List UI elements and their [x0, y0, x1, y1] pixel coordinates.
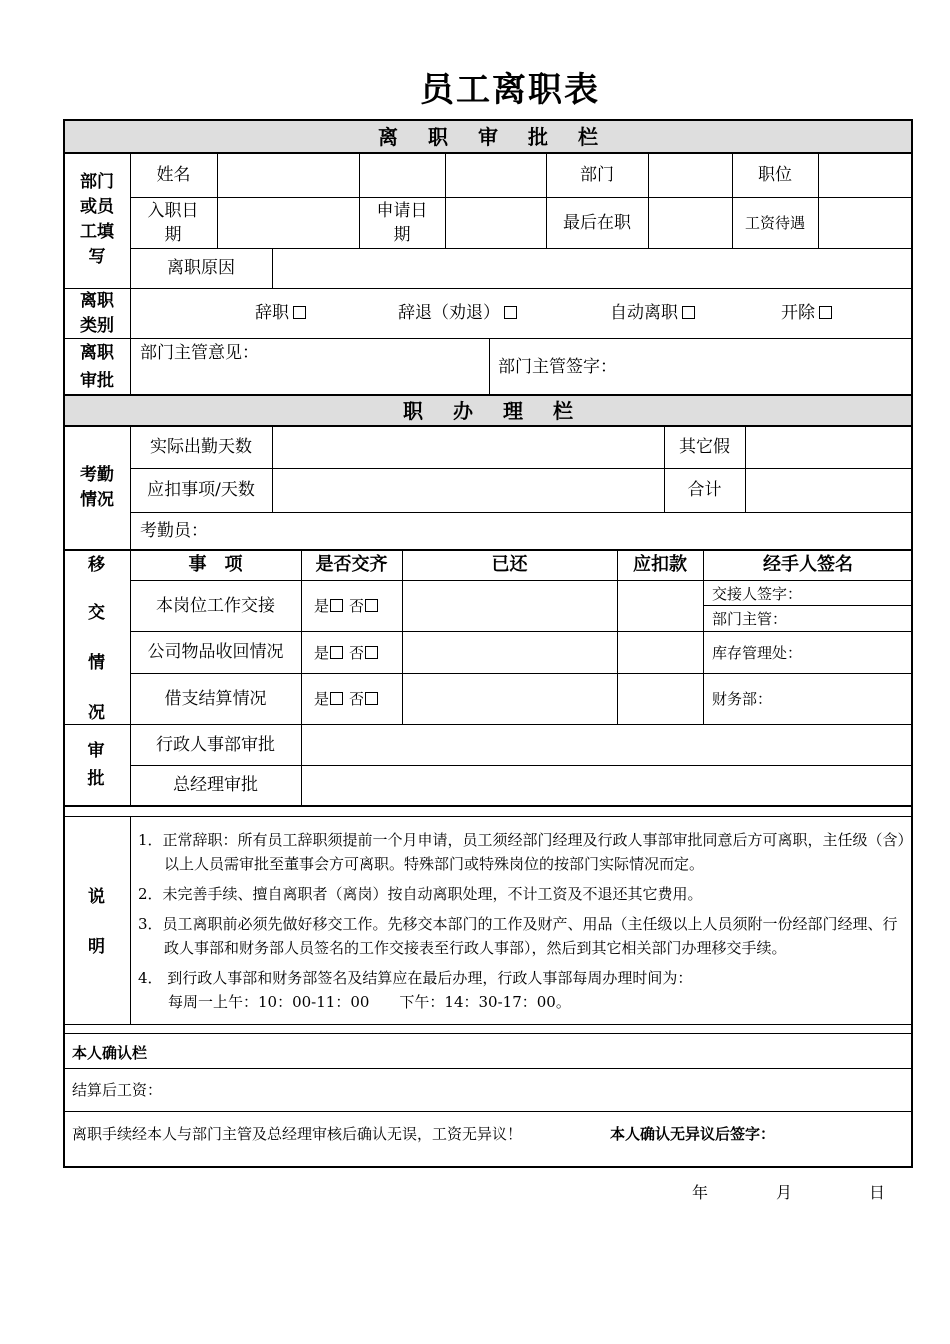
last-on-duty-field[interactable]: [649, 198, 731, 247]
category-option-self-leave[interactable]: 自动离职: [610, 302, 695, 324]
confirm-heading: 本人确认栏: [72, 1044, 148, 1062]
reason-label: 离职原因: [167, 258, 235, 278]
form-title: 员工离职表: [420, 70, 600, 110]
settled-salary-label: 结算后工资：: [72, 1081, 163, 1099]
note-item: 2．未完善手续、擅自离职者（离岗）按自动离职处理，不计工资及不退还其它费用。: [138, 885, 703, 903]
note-item: 4． 到行政人事部和财务部签名及结算应在最后办理，行政人事部每周办理时间为：: [138, 969, 693, 987]
handover-header-complete: 是否交齐: [315, 553, 388, 575]
handover-header-returned: 已还: [491, 553, 528, 575]
handling-section-title: 职办理栏: [403, 398, 603, 423]
dept-approval-side-label: 离职审批: [80, 342, 114, 391]
deductions-field[interactable]: [273, 469, 663, 511]
handover-side-label-2: 交: [88, 603, 105, 623]
date-day: 日: [869, 1183, 886, 1202]
checkbox-icon: [293, 306, 306, 319]
dept-opinion-field[interactable]: [131, 365, 488, 393]
hire-date-label: 入职日期: [147, 201, 199, 245]
total-field[interactable]: [746, 469, 911, 511]
actual-days-label: 实际出勤天数: [150, 436, 252, 457]
handover-signer-line: 库存管理处：: [712, 644, 803, 662]
handover-signer-line: 财务部：: [712, 690, 773, 708]
category-option-resign[interactable]: 辞职: [255, 302, 306, 324]
category-side-label: 离职类别: [80, 290, 114, 336]
note-hours: 每周一上午：10：00-11：00 下午：14：30-17：00。: [168, 993, 571, 1011]
handover-signer-line: 交接人签字：: [712, 585, 803, 603]
reason-field[interactable]: [273, 249, 911, 287]
handover-header-deduct: 应扣款: [633, 553, 687, 575]
apply-date-label: 申请日期: [376, 201, 428, 245]
checkbox-icon: [330, 692, 343, 705]
hr-review-field[interactable]: [302, 725, 911, 764]
checkbox-icon: [819, 306, 832, 319]
handover-row-item: 公司物品收回情况: [147, 642, 284, 662]
note-item: 1．正常辞职：所有员工辞职须提前一个月申请，员工须经部门经理及行政人事部审批同意后方可离职，主任级（含）以上人员需审批至董事会方可离职。特殊部门或特殊岗位的按部门实际情况而定。: [138, 831, 906, 873]
confirm-sign-label: 本人确认无异议后签字：: [610, 1125, 776, 1143]
apply-date-field[interactable]: [446, 198, 545, 247]
date-month: 月: [776, 1183, 793, 1202]
checkbox-icon: [365, 692, 378, 705]
attendance-clerk-label: 考勤员：: [140, 521, 208, 541]
name-label: 姓名: [156, 164, 191, 185]
handover-side-label-1: 移: [88, 555, 105, 575]
notes-side-label-2: 明: [88, 937, 105, 957]
gm-review-label: 总经理审批: [173, 775, 258, 795]
gm-review-field[interactable]: [302, 766, 911, 804]
name-field[interactable]: [218, 153, 444, 196]
position-label: 职位: [758, 164, 792, 185]
approval-section-title: 离职审批栏: [378, 124, 628, 149]
category-option-fired[interactable]: 开除: [781, 302, 832, 324]
checkbox-icon: [365, 646, 378, 659]
other-leave-field[interactable]: [746, 426, 911, 467]
handover-row-yes-no[interactable]: 是 否: [314, 642, 378, 664]
settled-salary-field[interactable]: [190, 1070, 910, 1110]
total-label: 合计: [687, 480, 722, 500]
last-on-duty-label: 最后在职: [563, 212, 631, 233]
other-leave-label: 其它假: [679, 436, 730, 457]
deductions-label: 应扣事项/天数: [147, 480, 255, 500]
handover-row-item: 本岗位工作交接: [156, 595, 275, 616]
handover-side-label-3: 情: [88, 653, 105, 673]
handover-signer-line: 部门主管：: [712, 610, 788, 628]
date-year: 年: [692, 1183, 709, 1202]
department-label: 部门: [580, 164, 614, 185]
notes-list: [138, 828, 908, 1020]
confirm-sign-field[interactable]: [790, 1114, 910, 1166]
hr-review-label: 行政人事部审批: [156, 734, 275, 755]
handover-side-label-4: 况: [88, 703, 105, 723]
handover-row-yes-no[interactable]: 是 否: [314, 688, 378, 710]
salary-label: 工资待遇: [744, 213, 805, 232]
dept-opinion-label: 部门主管意见：: [140, 343, 259, 363]
checkbox-icon: [330, 599, 343, 612]
actual-days-field[interactable]: [273, 426, 663, 467]
dept-signature-label: 部门主管签字：: [498, 357, 617, 377]
attendance-side-label: 考勤情况: [80, 464, 114, 510]
handover-header-item: 事 项: [188, 553, 243, 575]
department-field[interactable]: [649, 153, 731, 196]
review-side-label: 审批: [87, 741, 105, 789]
handover-header-signer: 经手人签名: [763, 553, 853, 575]
employee-side-label: 部门或员工填写: [80, 172, 114, 267]
note-item: 3．员工离职前必须先做好移交工作。先移交本部门的工作及财产、用品（主任级以上人员须附一份经部门经理、行政人事部和财务部人员签名的工作交接表至行政人事部），然后到其它相关部门办理移交手续。: [138, 915, 898, 957]
checkbox-icon: [330, 646, 343, 659]
handover-row-item: 借支结算情况: [164, 688, 267, 709]
notes-side-label-1: 说: [88, 887, 105, 907]
checkbox-icon: [504, 306, 517, 319]
position-field[interactable]: [819, 153, 911, 196]
handover-row-yes-no[interactable]: 是 否: [314, 595, 378, 617]
confirm-statement: 离职手续经本人与部门主管及总经理审核后确认无误，工资无异议！: [72, 1125, 523, 1143]
salary-field[interactable]: [819, 198, 911, 247]
checkbox-icon: [682, 306, 695, 319]
checkbox-icon: [365, 599, 378, 612]
hire-date-field[interactable]: [218, 198, 358, 247]
category-option-dismissed[interactable]: 辞退（劝退）: [398, 302, 517, 324]
